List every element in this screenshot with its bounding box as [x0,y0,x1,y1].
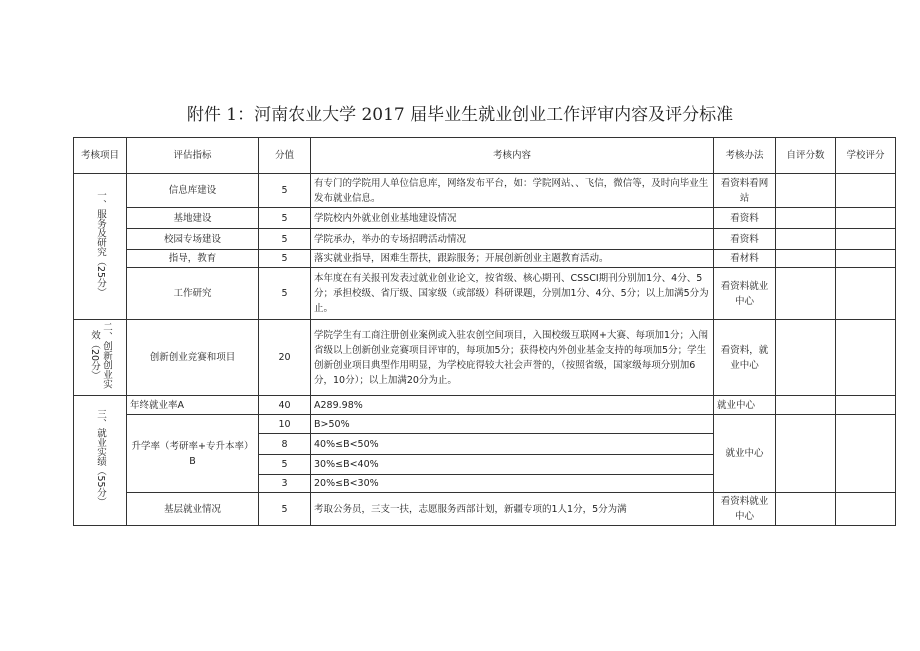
content-cell: 30%≤B<40% [311,455,714,475]
category-2-label: 二、创新创业实效（20分） [89,321,112,389]
score-cell: 5 [259,250,311,268]
evaluation-table [73,137,896,526]
indicator-cell: 升学率（考研率+专升本率）B [127,415,259,493]
content-cell: 学院承办，举办的专场招聘活动情况 [311,229,714,250]
content-cell: 学院学生有工商注册创业案例或入驻农创空间项目，入围校级互联网+大赛、每项加1分；入闱省级以上创新创业竞赛项目评审的，每项加5分；获得校内外创业基金支持的每项加5分；学生创新创业项目典型作用明显，为学校庇得较大社会声誉的，（按照省级，国家级每项分别加6分，10分）；以上加满20分为止。 [311,320,714,396]
method-cell: 看资料看网站 [714,174,776,208]
indicator-cell: 校园专场建设 [127,229,259,250]
content-cell: A289.98% [311,396,714,415]
school-score-cell[interactable] [836,320,896,396]
table-row [74,208,896,229]
method-cell: 就业中心 [714,415,776,493]
content-cell: 落实就业指导，困难生帮扶，跟踪服务；开展创新创业主题教育活动。 [311,250,714,268]
method-cell: 看资料 [714,229,776,250]
category-3-label: 三、就业实绩（55分） [95,409,106,507]
header-content: 考核内容 [311,138,714,174]
indicator-cell: 指导，教育 [127,250,259,268]
table-row [74,320,896,396]
table-row [74,174,896,208]
score-cell: 5 [259,455,311,475]
table-row [74,268,896,320]
school-score-cell[interactable] [836,415,896,493]
header-school-score: 学校评分 [836,138,896,174]
header-indicator: 评估指标 [127,138,259,174]
header-score: 分值 [259,138,311,174]
school-score-cell[interactable] [836,396,896,415]
content-cell: 20%≤B<30% [311,475,714,493]
school-score-cell[interactable] [836,250,896,268]
category-1-label: 一、服务及研究（25分） [95,190,106,298]
score-cell: 5 [259,208,311,229]
score-cell: 5 [259,493,311,526]
content-cell: B>50% [311,415,714,434]
score-cell: 40 [259,396,311,415]
school-score-cell[interactable] [836,174,896,208]
score-cell: 5 [259,174,311,208]
category-1 [74,174,127,320]
content-cell: 本年度在有关报刊发表过就业创业论文，按省级、核心期刊、CSSCI期刊分别加1分、4分、5分；承担校级、省厅级、国家级（或部级）科研课题，分别加1分、4分、5分；以上加满5分为止。 [311,268,714,320]
school-score-cell[interactable] [836,268,896,320]
content-cell: 40%≤B<50% [311,434,714,455]
self-score-cell[interactable] [776,268,836,320]
score-cell: 20 [259,320,311,396]
content-cell: 考取公务员，三支一扶，志愿服务西部计划，新疆专项的1人1分，5分为满 [311,493,714,526]
self-score-cell[interactable] [776,208,836,229]
self-score-cell[interactable] [776,229,836,250]
category-3 [74,396,127,526]
method-cell: 看材料 [714,250,776,268]
self-score-cell[interactable] [776,396,836,415]
method-cell: 看资料，就业中心 [714,320,776,396]
school-score-cell[interactable] [836,208,896,229]
indicator-cell: 工作研究 [127,268,259,320]
score-cell: 5 [259,229,311,250]
table-row [74,250,896,268]
score-cell: 8 [259,434,311,455]
self-score-cell[interactable] [776,174,836,208]
indicator-cell: 信息库建设 [127,174,259,208]
school-score-cell[interactable] [836,493,896,526]
method-cell: 看资料就业中心 [714,268,776,320]
indicator-cell: 年终就业率A [127,396,259,415]
table-row [74,229,896,250]
self-score-cell[interactable] [776,320,836,396]
method-cell: 就业中心 [714,396,776,415]
page-title: 附件 1：河南农业大学 2017 届毕业生就业创业工作评审内容及评分标准 [186,105,734,125]
table-row [74,415,896,434]
score-cell: 5 [259,268,311,320]
indicator-cell: 创新创业竞赛和项目 [127,320,259,396]
self-score-cell[interactable] [776,415,836,493]
header-method: 考核办法 [714,138,776,174]
method-cell: 看资料就业中心 [714,493,776,526]
category-2 [74,320,127,396]
indicator-cell: 基层就业情况 [127,493,259,526]
method-cell: 看资料 [714,208,776,229]
table-row [74,493,896,526]
content-cell: 学院校内外就业创业基地建设情况 [311,208,714,229]
header-self-score: 自评分数 [776,138,836,174]
content-cell: 有专门的学院用人单位信息库，网络发布平台，如：学院网站、、飞信，微信等，及时向毕业生发布就业信息。 [311,174,714,208]
table-row [74,396,896,415]
self-score-cell[interactable] [776,250,836,268]
indicator-cell: 基地建设 [127,208,259,229]
score-cell: 10 [259,415,311,434]
school-score-cell[interactable] [836,229,896,250]
score-cell: 3 [259,475,311,493]
table-header-row [74,138,896,174]
header-project: 考核项目 [74,138,127,174]
self-score-cell[interactable] [776,493,836,526]
